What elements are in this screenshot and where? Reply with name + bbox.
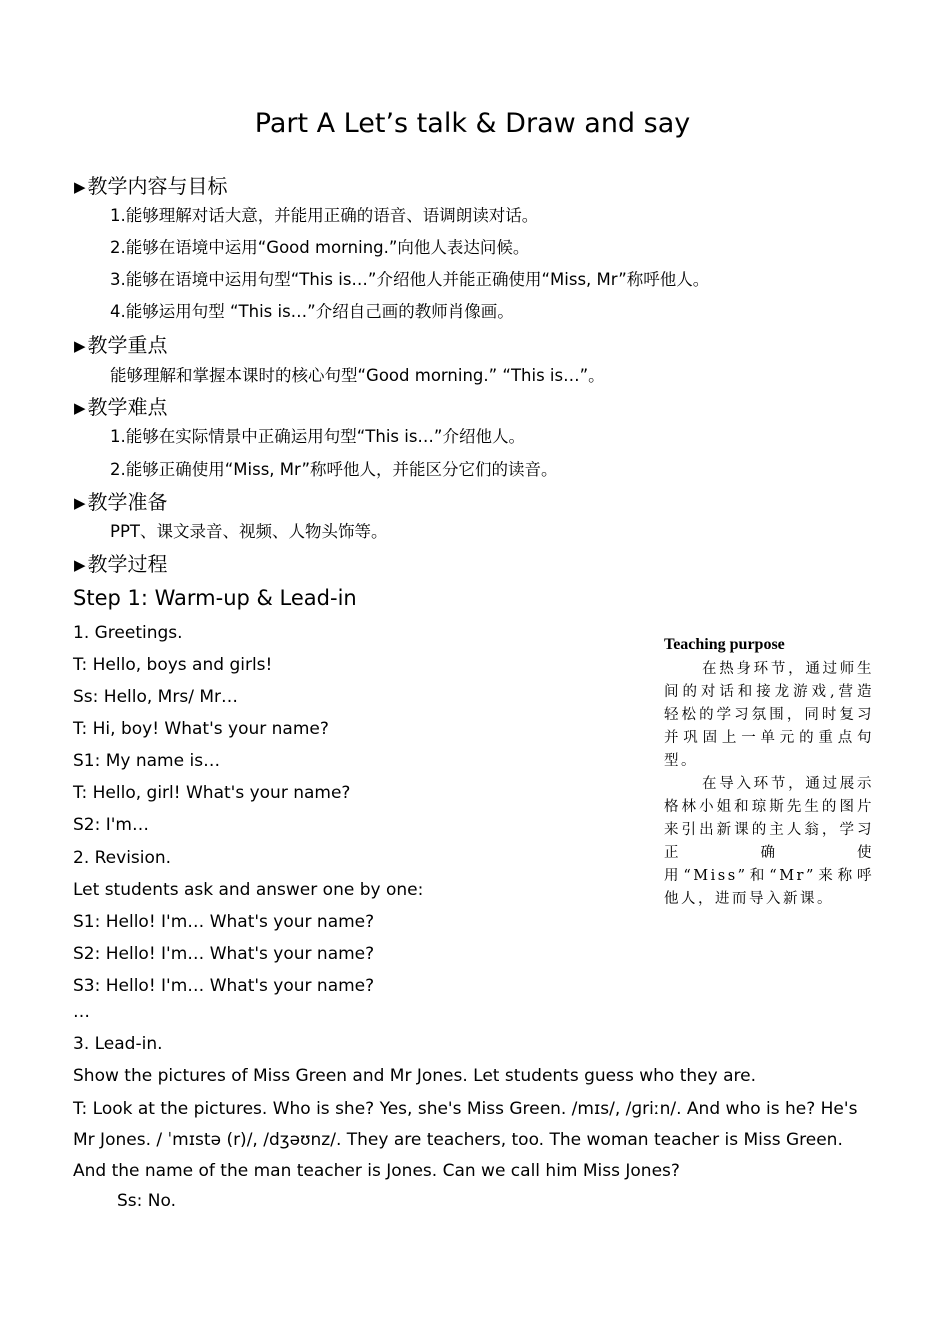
section-header-process: ▶ 教学过程 bbox=[74, 552, 168, 576]
difficult-item: 2.能够正确使用“Miss, Mr”称呼他人，并能区分它们的读音。 bbox=[110, 460, 558, 479]
triangle-bullet-icon: ▶ bbox=[74, 178, 86, 196]
step-line: T: Hello, boys and girls! bbox=[73, 655, 273, 675]
step-line: S3: Hello! I'm… What's your name? bbox=[73, 976, 375, 996]
triangle-bullet-icon: ▶ bbox=[74, 556, 86, 574]
goal-item: 2.能够在语境中运用“Good morning.”向他人表达问候。 bbox=[110, 238, 530, 257]
goal-item: 1.能够理解对话大意，并能用正确的语音、语调朗读对话。 bbox=[110, 206, 539, 225]
section-header-goals: ▶ 教学内容与目标 bbox=[74, 174, 228, 198]
step-line: T: Hello, girl! What's your name? bbox=[73, 783, 351, 803]
step-line: … bbox=[73, 1002, 90, 1022]
page-title: Part A Let’s talk & Draw and say bbox=[254, 108, 691, 139]
difficult-item: 1.能够在实际情景中正确运用句型“This is…”介绍他人。 bbox=[110, 427, 525, 446]
teaching-purpose-paragraph: 在热身环节，通过师生间的对话和接龙游戏,营造轻松的学习氛围，同时复习并巩固上一单元的重点句型。 bbox=[664, 661, 874, 769]
step-line: 2. Revision. bbox=[73, 848, 172, 868]
prep-item: PPT、课文录音、视频、人物头饰等。 bbox=[110, 522, 388, 541]
step-reply: Ss: No. bbox=[117, 1191, 177, 1211]
section-header-key: ▶ 教学重点 bbox=[74, 333, 168, 357]
teaching-purpose-box bbox=[664, 634, 874, 911]
teaching-purpose-paragraph: 在导入环节，通过展示格林小姐和琼斯先生的图片来引出新课的主人翁，学习正确使用“Miss”和“Mr”来称呼他人，进而导入新课。 bbox=[664, 776, 874, 907]
step-line: T: Hi, boy! What's your name? bbox=[73, 719, 329, 739]
step-title: Step 1: Warm-up & Lead-in bbox=[73, 586, 357, 610]
section-header-prep: ▶ 教学准备 bbox=[74, 490, 168, 514]
step-line: S1: Hello! I'm… What's your name? bbox=[73, 912, 375, 932]
step-paragraph: T: Look at the pictures. Who is she? Yes, she's Miss Green. /mɪs/, /ɡriːn/. And who is he? He's Mr Jones. / ˈmɪstə (r)/, /dʒəʊnz/. They are teachers, too. The woman teacher is Miss Green. And the name of the man teacher is Jones. Can we call him Miss Jones? bbox=[73, 1099, 858, 1181]
goal-item: 3.能够在语境中运用句型“This is…”介绍他人并能正确使用“Miss, Mr”称呼他人。 bbox=[110, 270, 710, 289]
step-line: Let students ask and answer one by one: bbox=[73, 880, 424, 900]
goal-item: 4.能够运用句型 “This is…”介绍自己画的教师肖像画。 bbox=[110, 302, 514, 321]
step-line: S2: Hello! I'm… What's your name? bbox=[73, 944, 375, 964]
step-line: Show the pictures of Miss Green and Mr Jones. Let students guess who they are. bbox=[73, 1066, 756, 1086]
teaching-purpose-title: Teaching purpose bbox=[664, 636, 785, 653]
triangle-bullet-icon: ▶ bbox=[74, 399, 86, 417]
step-line: S1: My name is… bbox=[73, 751, 221, 771]
triangle-bullet-icon: ▶ bbox=[74, 494, 86, 512]
step-line: S2: I'm… bbox=[73, 815, 149, 835]
step-line: 1. Greetings. bbox=[73, 623, 183, 643]
key-item: 能够理解和掌握本课时的核心句型“Good morning.” “This is…”。 bbox=[110, 366, 605, 385]
step-line: Ss: Hello, Mrs/ Mr… bbox=[73, 687, 238, 707]
section-header-difficult: ▶ 教学难点 bbox=[74, 395, 168, 419]
step-line: 3. Lead-in. bbox=[73, 1034, 163, 1054]
triangle-bullet-icon: ▶ bbox=[74, 337, 86, 355]
